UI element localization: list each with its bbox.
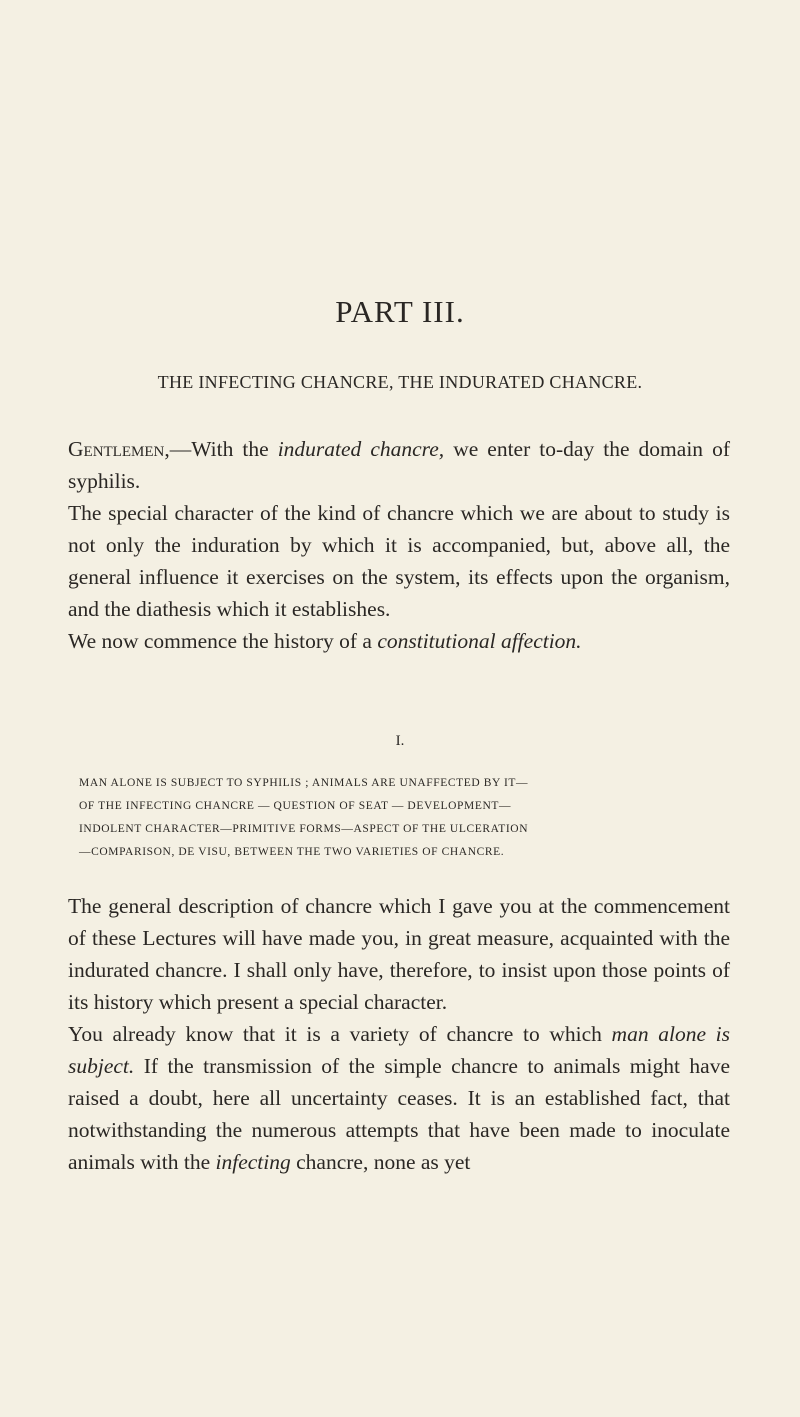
paragraph-3-emphasis: constitutional affection. <box>377 629 582 653</box>
section-summary <box>79 772 721 864</box>
summary-line: OF THE INFECTING CHANCRE — QUESTION OF SEAT — DEVELOPMENT— <box>79 800 512 812</box>
paragraph-5-emphasis-1: man alone is subject. <box>68 1022 730 1078</box>
paragraph-1-text-a: —With the <box>169 437 278 461</box>
summary-line: —COMPARISON, DE VISU, BETWEEN THE TWO VARIETIES OF CHANCRE. <box>79 846 505 858</box>
chapter-title: THE INFECTING CHANCRE, THE INDURATED CHANCRE. <box>157 372 643 392</box>
salutation: Gentlemen, <box>68 437 170 461</box>
part-title: PART III. <box>335 294 465 329</box>
intro-text <box>68 433 730 657</box>
paragraph-3-text-a: We now commence the history of a <box>68 629 378 653</box>
paragraph-2: The special character of the kind of chancre which we are about to study is not only the induration by which it is accompanied, but, above all, the general influence it exercises on the system, its effects upon the organism, and the diathesis which it establishes. <box>68 501 730 621</box>
paragraph-4: The general description of chancre which I gave you at the commencement of these Lectures will have made you, in great measure, acquainted with the indurated chancre. I shall only have, therefore, to insist upon those points of its history which present a special character. <box>68 894 730 1014</box>
section-number: I. <box>395 733 405 749</box>
paragraph-5 <box>68 1018 730 1178</box>
summary-line: MAN ALONE IS SUBJECT TO SYPHILIS ; ANIMALS ARE UNAFFECTED BY IT— <box>79 777 529 789</box>
paragraph-5-text-b: If the transmission of the simple chancre to animals might have raised a doubt, here all uncertainty ceases. It is an established fact, that notwithstanding the numerous attempts that have been made to inoculate animals with the <box>68 1054 730 1174</box>
summary-line: INDOLENT CHARACTER—PRIMITIVE FORMS—ASPECT OF THE ULCERATION <box>79 823 529 835</box>
paragraph-1-text-b: we enter to-day the domain of syphilis. <box>68 437 730 493</box>
paragraph-1-emphasis: indurated chancre, <box>277 437 445 461</box>
paragraph-1 <box>68 433 730 497</box>
paragraph-5-text-a: You already know that it is a variety of chancre to which <box>68 1022 612 1046</box>
body-text <box>68 890 730 1178</box>
paragraph-3 <box>68 625 730 657</box>
paragraph-5-text-c: chancre, none as yet <box>290 1150 471 1174</box>
paragraph-5-emphasis-2: infecting <box>215 1150 291 1174</box>
